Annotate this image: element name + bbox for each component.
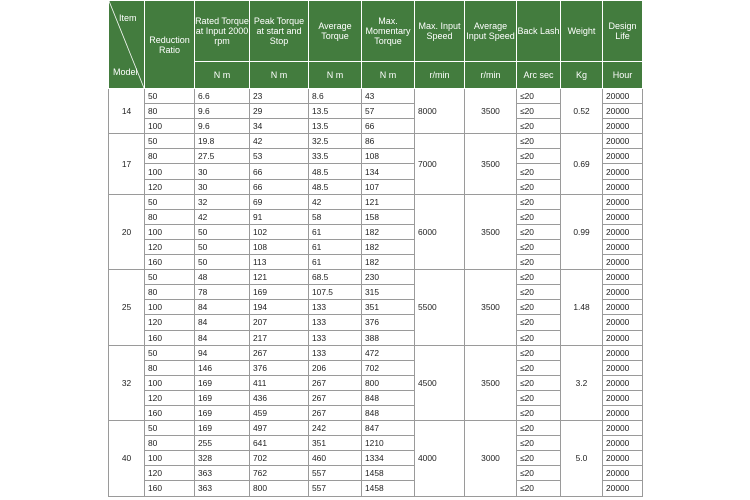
model-cell: 17 [109, 134, 145, 194]
average-torque-cell: 68.5 [309, 270, 362, 285]
average-torque-cell: 61 [309, 239, 362, 254]
reduction-ratio-cell: 50 [145, 421, 195, 436]
average-torque-cell: 48.5 [309, 164, 362, 179]
reduction-ratio-cell: 80 [145, 285, 195, 300]
average-input-speed-cell: 3000 [465, 421, 517, 496]
peak-torque-cell: 641 [250, 436, 309, 451]
average-torque-cell: 460 [309, 451, 362, 466]
max-momentary-torque-cell: 182 [362, 255, 415, 270]
rated-torque-cell: 255 [195, 436, 250, 451]
peak-torque-cell: 121 [250, 270, 309, 285]
peak-torque-cell: 800 [250, 481, 309, 496]
rated-torque-cell: 9.6 [195, 119, 250, 134]
average-torque-cell: 32.5 [309, 134, 362, 149]
max-momentary-torque-cell: 1458 [362, 481, 415, 496]
average-torque-cell: 133 [309, 330, 362, 345]
spec-table [108, 0, 643, 497]
design-life-cell: 20000 [603, 134, 643, 149]
rated-torque-cell: 9.6 [195, 104, 250, 119]
average-torque-cell: 13.5 [309, 119, 362, 134]
max-momentary-torque-cell: 1334 [362, 451, 415, 466]
average-torque-cell: 267 [309, 390, 362, 405]
design-life-cell: 20000 [603, 451, 643, 466]
reduction-ratio-cell: 120 [145, 239, 195, 254]
design-life-cell: 20000 [603, 194, 643, 209]
peak-torque-cell: 113 [250, 255, 309, 270]
average-torque-cell: 133 [309, 345, 362, 360]
design-life-cell: 20000 [603, 89, 643, 104]
back-lash-cell: ≤20 [517, 239, 561, 254]
average-torque-cell: 33.5 [309, 149, 362, 164]
weight-cell: 1.48 [561, 270, 603, 345]
max-input-speed-header: Max. Input Speed [415, 1, 465, 62]
rated-torque-cell: 48 [195, 270, 250, 285]
reduction-ratio-cell: 120 [145, 315, 195, 330]
back-lash-cell: ≤20 [517, 224, 561, 239]
average-torque-header: Average Torque [309, 1, 362, 62]
rated-torque-cell: 50 [195, 224, 250, 239]
design-life-cell: 20000 [603, 119, 643, 134]
design-life-cell: 20000 [603, 164, 643, 179]
reduction-ratio-cell: 160 [145, 330, 195, 345]
reduction-ratio-cell: 80 [145, 104, 195, 119]
reduction-ratio-cell: 100 [145, 375, 195, 390]
unit-peak-torque: N m [250, 62, 309, 89]
back-lash-cell: ≤20 [517, 104, 561, 119]
rated-torque-cell: 84 [195, 330, 250, 345]
max-momentary-torque-header: Max. Momentary Torque [362, 1, 415, 62]
design-life-cell: 20000 [603, 390, 643, 405]
reduction-ratio-cell: 80 [145, 436, 195, 451]
average-torque-cell: 133 [309, 300, 362, 315]
max-input-speed-cell: 5500 [415, 270, 465, 345]
average-input-speed-cell: 3500 [465, 194, 517, 269]
max-momentary-torque-cell: 182 [362, 224, 415, 239]
back-lash-cell: ≤20 [517, 481, 561, 496]
rated-torque-cell: 169 [195, 390, 250, 405]
rated-torque-cell: 146 [195, 360, 250, 375]
design-life-cell: 20000 [603, 405, 643, 420]
average-torque-cell: 48.5 [309, 179, 362, 194]
back-lash-cell: ≤20 [517, 194, 561, 209]
unit-design-life: Hour [603, 62, 643, 89]
peak-torque-cell: 66 [250, 179, 309, 194]
max-momentary-torque-cell: 108 [362, 149, 415, 164]
max-momentary-torque-cell: 182 [362, 239, 415, 254]
reduction-ratio-cell: 80 [145, 149, 195, 164]
rated-torque-cell: 19.8 [195, 134, 250, 149]
peak-torque-cell: 762 [250, 466, 309, 481]
rated-torque-cell: 6.6 [195, 89, 250, 104]
design-life-cell: 20000 [603, 239, 643, 254]
item-model-header [109, 1, 145, 89]
reduction-ratio-cell: 160 [145, 255, 195, 270]
peak-torque-cell: 217 [250, 330, 309, 345]
peak-torque-cell: 102 [250, 224, 309, 239]
reduction-ratio-cell: 100 [145, 119, 195, 134]
back-lash-cell: ≤20 [517, 421, 561, 436]
average-torque-cell: 8.6 [309, 89, 362, 104]
average-torque-cell: 267 [309, 375, 362, 390]
peak-torque-cell: 702 [250, 451, 309, 466]
reduction-ratio-header: Reduction Ratio [145, 1, 195, 89]
max-input-speed-cell: 7000 [415, 134, 465, 194]
max-input-speed-cell: 6000 [415, 194, 465, 269]
average-torque-cell: 61 [309, 224, 362, 239]
rated-torque-cell: 30 [195, 164, 250, 179]
rated-torque-cell: 363 [195, 466, 250, 481]
design-life-cell: 20000 [603, 466, 643, 481]
peak-torque-cell: 91 [250, 209, 309, 224]
reduction-ratio-cell: 80 [145, 360, 195, 375]
peak-torque-cell: 42 [250, 134, 309, 149]
back-lash-cell: ≤20 [517, 390, 561, 405]
max-momentary-torque-cell: 848 [362, 390, 415, 405]
back-lash-cell: ≤20 [517, 315, 561, 330]
peak-torque-cell: 376 [250, 360, 309, 375]
back-lash-header: Back Lash [517, 1, 561, 62]
max-momentary-torque-cell: 847 [362, 421, 415, 436]
model-cell: 20 [109, 194, 145, 269]
table-row [109, 345, 643, 360]
peak-torque-cell: 267 [250, 345, 309, 360]
design-life-cell: 20000 [603, 224, 643, 239]
max-momentary-torque-cell: 388 [362, 330, 415, 345]
reduction-ratio-cell: 160 [145, 481, 195, 496]
back-lash-cell: ≤20 [517, 149, 561, 164]
table-row [109, 134, 643, 149]
unit-back-lash: Arc sec [517, 62, 561, 89]
max-momentary-torque-cell: 121 [362, 194, 415, 209]
reduction-ratio-cell: 120 [145, 466, 195, 481]
unit-average-torque: N m [309, 62, 362, 89]
weight-cell: 0.52 [561, 89, 603, 134]
average-input-speed-cell: 3500 [465, 134, 517, 194]
back-lash-cell: ≤20 [517, 270, 561, 285]
weight-cell: 0.69 [561, 134, 603, 194]
rated-torque-cell: 363 [195, 481, 250, 496]
back-lash-cell: ≤20 [517, 300, 561, 315]
peak-torque-cell: 29 [250, 104, 309, 119]
unit-max-input-speed: r/min [415, 62, 465, 89]
back-lash-cell: ≤20 [517, 436, 561, 451]
max-momentary-torque-cell: 158 [362, 209, 415, 224]
back-lash-cell: ≤20 [517, 255, 561, 270]
reduction-ratio-cell: 100 [145, 224, 195, 239]
reduction-ratio-cell: 100 [145, 164, 195, 179]
max-momentary-torque-cell: 472 [362, 345, 415, 360]
table-row [109, 89, 643, 104]
max-momentary-torque-cell: 43 [362, 89, 415, 104]
back-lash-cell: ≤20 [517, 375, 561, 390]
reduction-ratio-cell: 120 [145, 390, 195, 405]
peak-torque-cell: 69 [250, 194, 309, 209]
reduction-ratio-cell: 50 [145, 134, 195, 149]
weight-header: Weight [561, 1, 603, 62]
peak-torque-header: Peak Torque at start and Stop [250, 1, 309, 62]
design-life-cell: 20000 [603, 360, 643, 375]
back-lash-cell: ≤20 [517, 285, 561, 300]
rated-torque-cell: 78 [195, 285, 250, 300]
reduction-ratio-cell: 100 [145, 300, 195, 315]
peak-torque-cell: 66 [250, 164, 309, 179]
design-life-cell: 20000 [603, 285, 643, 300]
peak-torque-cell: 194 [250, 300, 309, 315]
max-momentary-torque-cell: 86 [362, 134, 415, 149]
back-lash-cell: ≤20 [517, 330, 561, 345]
unit-rated-torque: N m [195, 62, 250, 89]
reduction-ratio-cell: 50 [145, 89, 195, 104]
reduction-ratio-cell: 50 [145, 270, 195, 285]
average-torque-cell: 267 [309, 405, 362, 420]
back-lash-cell: ≤20 [517, 209, 561, 224]
average-input-speed-cell: 3500 [465, 270, 517, 345]
design-life-cell: 20000 [603, 209, 643, 224]
item-label: Item [119, 13, 137, 23]
design-life-cell: 20000 [603, 421, 643, 436]
average-input-speed-cell: 3500 [465, 345, 517, 420]
max-momentary-torque-cell: 57 [362, 104, 415, 119]
back-lash-cell: ≤20 [517, 466, 561, 481]
back-lash-cell: ≤20 [517, 179, 561, 194]
average-torque-cell: 242 [309, 421, 362, 436]
reduction-ratio-cell: 120 [145, 179, 195, 194]
back-lash-cell: ≤20 [517, 360, 561, 375]
average-torque-cell: 58 [309, 209, 362, 224]
spec-table-container [108, 0, 642, 500]
design-life-cell: 20000 [603, 255, 643, 270]
reduction-ratio-cell: 160 [145, 405, 195, 420]
average-torque-cell: 42 [309, 194, 362, 209]
rated-torque-cell: 84 [195, 315, 250, 330]
average-torque-cell: 206 [309, 360, 362, 375]
model-cell: 40 [109, 421, 145, 496]
rated-torque-cell: 27.5 [195, 149, 250, 164]
peak-torque-cell: 459 [250, 405, 309, 420]
max-momentary-torque-cell: 800 [362, 375, 415, 390]
rated-torque-cell: 328 [195, 451, 250, 466]
max-momentary-torque-cell: 848 [362, 405, 415, 420]
design-life-cell: 20000 [603, 375, 643, 390]
max-momentary-torque-cell: 376 [362, 315, 415, 330]
table-row [109, 421, 643, 436]
back-lash-cell: ≤20 [517, 345, 561, 360]
rated-torque-cell: 32 [195, 194, 250, 209]
average-input-speed-cell: 3500 [465, 89, 517, 134]
peak-torque-cell: 108 [250, 239, 309, 254]
rated-torque-cell: 94 [195, 345, 250, 360]
max-momentary-torque-cell: 351 [362, 300, 415, 315]
table-row [109, 194, 643, 209]
max-momentary-torque-cell: 107 [362, 179, 415, 194]
weight-cell: 5.0 [561, 421, 603, 496]
header-row [109, 1, 643, 62]
max-momentary-torque-cell: 702 [362, 360, 415, 375]
max-momentary-torque-cell: 230 [362, 270, 415, 285]
peak-torque-cell: 53 [250, 149, 309, 164]
back-lash-cell: ≤20 [517, 164, 561, 179]
max-momentary-torque-cell: 66 [362, 119, 415, 134]
design-life-cell: 20000 [603, 270, 643, 285]
peak-torque-cell: 207 [250, 315, 309, 330]
spec-table-body [109, 89, 643, 497]
design-life-cell: 20000 [603, 436, 643, 451]
peak-torque-cell: 23 [250, 89, 309, 104]
back-lash-cell: ≤20 [517, 134, 561, 149]
rated-torque-cell: 50 [195, 255, 250, 270]
model-cell: 14 [109, 89, 145, 134]
rated-torque-cell: 50 [195, 239, 250, 254]
design-life-cell: 20000 [603, 481, 643, 496]
design-life-cell: 20000 [603, 179, 643, 194]
design-life-cell: 20000 [603, 300, 643, 315]
max-momentary-torque-cell: 1210 [362, 436, 415, 451]
design-life-cell: 20000 [603, 345, 643, 360]
rated-torque-cell: 169 [195, 405, 250, 420]
average-input-speed-header: Average Input Speed [465, 1, 517, 62]
reduction-ratio-cell: 50 [145, 345, 195, 360]
unit-max-momentary-torque: N m [362, 62, 415, 89]
back-lash-cell: ≤20 [517, 89, 561, 104]
rated-torque-header: Rated Torque at Input 2000 rpm [195, 1, 250, 62]
rated-torque-cell: 42 [195, 209, 250, 224]
reduction-ratio-cell: 100 [145, 451, 195, 466]
back-lash-cell: ≤20 [517, 119, 561, 134]
weight-cell: 0.99 [561, 194, 603, 269]
reduction-ratio-cell: 80 [145, 209, 195, 224]
model-cell: 25 [109, 270, 145, 345]
peak-torque-cell: 411 [250, 375, 309, 390]
max-momentary-torque-cell: 134 [362, 164, 415, 179]
weight-cell: 3.2 [561, 345, 603, 420]
peak-torque-cell: 169 [250, 285, 309, 300]
average-torque-cell: 557 [309, 466, 362, 481]
average-torque-cell: 351 [309, 436, 362, 451]
back-lash-cell: ≤20 [517, 451, 561, 466]
back-lash-cell: ≤20 [517, 405, 561, 420]
unit-average-input-speed: r/min [465, 62, 517, 89]
rated-torque-cell: 84 [195, 300, 250, 315]
average-torque-cell: 557 [309, 481, 362, 496]
model-label: Model [113, 67, 138, 77]
design-life-header: Design Life [603, 1, 643, 62]
peak-torque-cell: 436 [250, 390, 309, 405]
average-torque-cell: 107.5 [309, 285, 362, 300]
peak-torque-cell: 497 [250, 421, 309, 436]
reduction-ratio-cell: 50 [145, 194, 195, 209]
model-cell: 32 [109, 345, 145, 420]
rated-torque-cell: 30 [195, 179, 250, 194]
design-life-cell: 20000 [603, 315, 643, 330]
average-torque-cell: 61 [309, 255, 362, 270]
max-input-speed-cell: 4500 [415, 345, 465, 420]
design-life-cell: 20000 [603, 149, 643, 164]
peak-torque-cell: 34 [250, 119, 309, 134]
max-input-speed-cell: 4000 [415, 421, 465, 496]
average-torque-cell: 133 [309, 315, 362, 330]
max-input-speed-cell: 8000 [415, 89, 465, 134]
table-row [109, 270, 643, 285]
max-momentary-torque-cell: 1458 [362, 466, 415, 481]
rated-torque-cell: 169 [195, 421, 250, 436]
unit-weight: Kg [561, 62, 603, 89]
rated-torque-cell: 169 [195, 375, 250, 390]
design-life-cell: 20000 [603, 104, 643, 119]
average-torque-cell: 13.5 [309, 104, 362, 119]
design-life-cell: 20000 [603, 330, 643, 345]
max-momentary-torque-cell: 315 [362, 285, 415, 300]
